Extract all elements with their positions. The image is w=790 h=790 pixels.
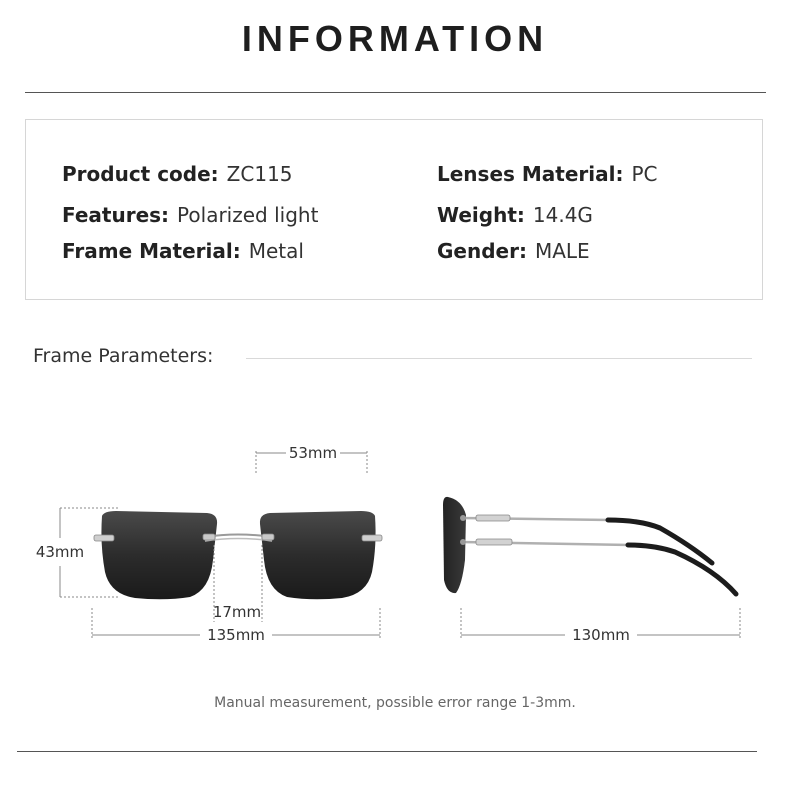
top-divider bbox=[25, 92, 766, 93]
bridge-width-dimension bbox=[213, 545, 262, 622]
bottom-divider bbox=[17, 751, 757, 752]
spec-weight bbox=[437, 203, 593, 227]
spec-value: MALE bbox=[534, 239, 590, 263]
spec-gender bbox=[437, 239, 590, 263]
temple-length-label: 130mm bbox=[572, 626, 630, 644]
spec-value: 14.4G bbox=[532, 203, 593, 227]
spec-features bbox=[62, 203, 318, 227]
spec-label: Weight: bbox=[437, 203, 525, 227]
frame-parameters-divider bbox=[246, 358, 752, 359]
spec-label: Lenses Material: bbox=[437, 162, 624, 186]
spec-lenses-material bbox=[437, 162, 658, 186]
spec-label: Gender: bbox=[437, 239, 527, 263]
lens-height-label: 43mm bbox=[35, 543, 85, 561]
spec-label: Product code: bbox=[62, 162, 219, 186]
front-view-glasses bbox=[94, 511, 382, 599]
page-title: INFORMATION bbox=[241, 18, 549, 59]
spec-value: Metal bbox=[248, 239, 304, 263]
spec-value: Polarized light bbox=[177, 203, 319, 227]
bridge-width-label: 17mm bbox=[212, 603, 262, 621]
lens-width-dimension bbox=[256, 444, 367, 475]
side-view-glasses bbox=[443, 497, 736, 594]
frame-parameters-label: Frame Parameters: bbox=[33, 345, 214, 367]
temple-length-dimension bbox=[461, 608, 740, 644]
spec-product-code bbox=[62, 162, 293, 186]
spec-label: Features: bbox=[62, 203, 170, 227]
spec-label: Frame Material: bbox=[62, 239, 241, 263]
frame-width-label: 135mm bbox=[207, 626, 265, 644]
spec-box bbox=[25, 119, 763, 300]
lens-width-label: 53mm bbox=[288, 444, 338, 462]
spec-value: ZC115 bbox=[226, 162, 293, 186]
sunglasses-diagram bbox=[0, 430, 790, 660]
measurement-note: Manual measurement, possible error range 1-3mm. bbox=[214, 695, 576, 711]
spec-frame-material bbox=[62, 239, 304, 263]
spec-value: PC bbox=[631, 162, 658, 186]
